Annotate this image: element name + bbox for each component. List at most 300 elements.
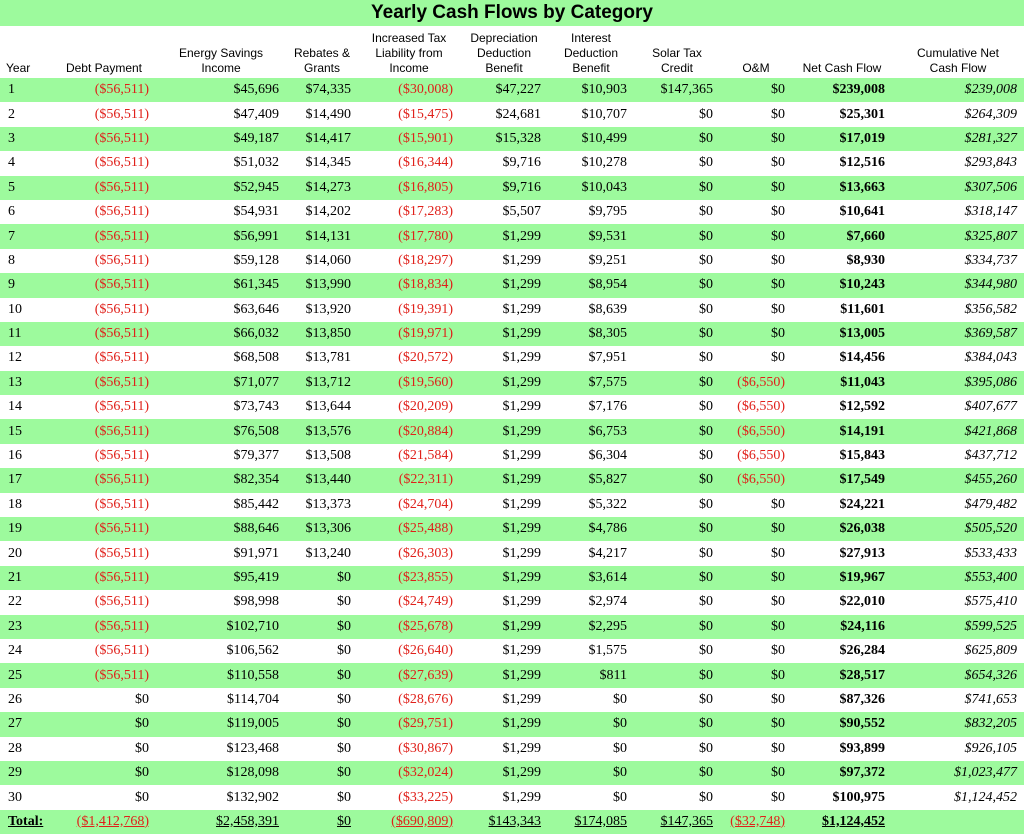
cell-net-cash-flow: $10,243 [792, 273, 892, 297]
total-cumulative [892, 810, 1024, 834]
cell-om: $0 [720, 712, 792, 736]
cell-increased-tax: ($29,751) [358, 712, 460, 736]
cell-debt-payment: ($56,511) [52, 590, 156, 614]
cell-rebates-grants: $13,644 [286, 395, 358, 419]
cell-depreciation: $1,299 [460, 395, 548, 419]
cell-depreciation: $1,299 [460, 273, 548, 297]
cell-net-cash-flow: $13,005 [792, 322, 892, 346]
cell-year: 8 [0, 249, 52, 273]
cell-increased-tax: ($33,225) [358, 785, 460, 809]
cell-solar-tax-credit: $0 [634, 712, 720, 736]
cell-solar-tax-credit: $0 [634, 395, 720, 419]
cell-energy-savings: $59,128 [156, 249, 286, 273]
cell-energy-savings: $76,508 [156, 419, 286, 443]
table-row [0, 298, 1024, 322]
header-cumulative: Cumulative Net Cash Flow [916, 46, 1000, 75]
cell-interest-deduction: $6,753 [548, 419, 634, 443]
cell-increased-tax: ($16,805) [358, 176, 460, 200]
cell-net-cash-flow: $14,456 [792, 346, 892, 370]
cell-cumulative: $832,205 [892, 712, 1024, 736]
cell-solar-tax-credit: $0 [634, 590, 720, 614]
total-om: ($32,748) [720, 810, 792, 834]
cell-om: $0 [720, 785, 792, 809]
cell-net-cash-flow: $22,010 [792, 590, 892, 614]
cell-depreciation: $1,299 [460, 298, 548, 322]
cell-cumulative: $264,309 [892, 102, 1024, 126]
cell-cumulative: $325,807 [892, 224, 1024, 248]
cell-depreciation: $1,299 [460, 322, 548, 346]
cell-energy-savings: $98,998 [156, 590, 286, 614]
cell-cumulative: $479,482 [892, 493, 1024, 517]
total-debt-payment: ($1,412,768) [52, 810, 156, 834]
total-year: Total: [0, 810, 52, 834]
cell-net-cash-flow: $97,372 [792, 761, 892, 785]
cell-interest-deduction: $811 [548, 663, 634, 687]
cell-net-cash-flow: $25,301 [792, 102, 892, 126]
page-title: Yearly Cash Flows by Category [0, 0, 1024, 26]
cell-year: 2 [0, 102, 52, 126]
cell-net-cash-flow: $93,899 [792, 737, 892, 761]
header-row [0, 26, 1024, 78]
header-depreciation: Depreciation Deduction Benefit [470, 31, 538, 75]
cell-energy-savings: $63,646 [156, 298, 286, 322]
cell-depreciation: $47,227 [460, 78, 548, 102]
cell-year: 11 [0, 322, 52, 346]
cell-year: 30 [0, 785, 52, 809]
table-row [0, 419, 1024, 443]
header-year: Year [6, 61, 31, 75]
cell-om: ($6,550) [720, 468, 792, 492]
cell-cumulative: $293,843 [892, 151, 1024, 175]
cell-rebates-grants: $13,920 [286, 298, 358, 322]
cell-debt-payment: $0 [52, 737, 156, 761]
table-row [0, 371, 1024, 395]
table-row [0, 273, 1024, 297]
cell-depreciation: $1,299 [460, 737, 548, 761]
cell-increased-tax: ($15,901) [358, 127, 460, 151]
cell-net-cash-flow: $27,913 [792, 541, 892, 565]
cell-rebates-grants: $0 [286, 737, 358, 761]
cell-depreciation: $1,299 [460, 615, 548, 639]
total-interest-deduction: $174,085 [548, 810, 634, 834]
cell-debt-payment: ($56,511) [52, 200, 156, 224]
cell-increased-tax: ($19,391) [358, 298, 460, 322]
cell-energy-savings: $45,696 [156, 78, 286, 102]
cell-increased-tax: ($20,572) [358, 346, 460, 370]
cell-rebates-grants: $13,576 [286, 419, 358, 443]
cell-interest-deduction: $8,305 [548, 322, 634, 346]
cell-depreciation: $1,299 [460, 493, 548, 517]
cell-rebates-grants: $14,490 [286, 102, 358, 126]
cell-interest-deduction: $0 [548, 785, 634, 809]
cell-energy-savings: $79,377 [156, 444, 286, 468]
header-interest-deduction: Interest Deduction Benefit [563, 31, 619, 75]
cell-rebates-grants: $74,335 [286, 78, 358, 102]
total-depreciation: $143,343 [460, 810, 548, 834]
cell-interest-deduction: $10,903 [548, 78, 634, 102]
cell-increased-tax: ($21,584) [358, 444, 460, 468]
cell-interest-deduction: $4,786 [548, 517, 634, 541]
cell-net-cash-flow: $239,008 [792, 78, 892, 102]
cell-year: 29 [0, 761, 52, 785]
cell-net-cash-flow: $90,552 [792, 712, 892, 736]
cell-year: 1 [0, 78, 52, 102]
cell-depreciation: $15,328 [460, 127, 548, 151]
cell-rebates-grants: $13,990 [286, 273, 358, 297]
cell-interest-deduction: $10,278 [548, 151, 634, 175]
cell-solar-tax-credit: $0 [634, 639, 720, 663]
cell-depreciation: $1,299 [460, 249, 548, 273]
cell-debt-payment: ($56,511) [52, 517, 156, 541]
cell-year: 26 [0, 688, 52, 712]
cell-depreciation: $5,507 [460, 200, 548, 224]
cell-net-cash-flow: $100,975 [792, 785, 892, 809]
cell-interest-deduction: $3,614 [548, 566, 634, 590]
cell-cumulative: $334,737 [892, 249, 1024, 273]
cell-depreciation: $1,299 [460, 371, 548, 395]
cell-cumulative: $625,809 [892, 639, 1024, 663]
cell-net-cash-flow: $17,549 [792, 468, 892, 492]
cell-interest-deduction: $5,827 [548, 468, 634, 492]
cell-year: 6 [0, 200, 52, 224]
cell-depreciation: $1,299 [460, 688, 548, 712]
cell-interest-deduction: $0 [548, 737, 634, 761]
cell-solar-tax-credit: $0 [634, 541, 720, 565]
cell-increased-tax: ($25,678) [358, 615, 460, 639]
cell-cumulative: $384,043 [892, 346, 1024, 370]
header-energy-savings: Energy Savings Income [178, 46, 264, 75]
cell-net-cash-flow: $11,043 [792, 371, 892, 395]
cell-om: $0 [720, 127, 792, 151]
cell-depreciation: $1,299 [460, 761, 548, 785]
cell-rebates-grants: $0 [286, 785, 358, 809]
cell-interest-deduction: $1,575 [548, 639, 634, 663]
cell-year: 9 [0, 273, 52, 297]
cell-cumulative: $356,582 [892, 298, 1024, 322]
cell-energy-savings: $102,710 [156, 615, 286, 639]
cell-solar-tax-credit: $0 [634, 785, 720, 809]
cell-year: 7 [0, 224, 52, 248]
cell-solar-tax-credit: $0 [634, 663, 720, 687]
table-row [0, 78, 1024, 102]
cell-rebates-grants: $13,306 [286, 517, 358, 541]
cell-interest-deduction: $10,499 [548, 127, 634, 151]
cell-net-cash-flow: $10,641 [792, 200, 892, 224]
cell-year: 16 [0, 444, 52, 468]
cell-depreciation: $1,299 [460, 590, 548, 614]
cell-net-cash-flow: $11,601 [792, 298, 892, 322]
cell-cumulative: $239,008 [892, 78, 1024, 102]
cell-cumulative: $437,712 [892, 444, 1024, 468]
cell-increased-tax: ($25,488) [358, 517, 460, 541]
cell-om: $0 [720, 224, 792, 248]
cell-om: $0 [720, 590, 792, 614]
cell-net-cash-flow: $17,019 [792, 127, 892, 151]
cell-energy-savings: $128,098 [156, 761, 286, 785]
cell-solar-tax-credit: $0 [634, 371, 720, 395]
cell-interest-deduction: $9,795 [548, 200, 634, 224]
cell-year: 23 [0, 615, 52, 639]
cell-rebates-grants: $0 [286, 615, 358, 639]
cell-interest-deduction: $4,217 [548, 541, 634, 565]
cell-cumulative: $926,105 [892, 737, 1024, 761]
cell-year: 25 [0, 663, 52, 687]
cell-om: $0 [720, 493, 792, 517]
cell-year: 17 [0, 468, 52, 492]
cell-cumulative: $505,520 [892, 517, 1024, 541]
cell-rebates-grants: $13,508 [286, 444, 358, 468]
cell-solar-tax-credit: $0 [634, 493, 720, 517]
cell-increased-tax: ($30,008) [358, 78, 460, 102]
cell-depreciation: $1,299 [460, 517, 548, 541]
table-row [0, 541, 1024, 565]
cell-cumulative: $421,868 [892, 419, 1024, 443]
cell-debt-payment: ($56,511) [52, 663, 156, 687]
cell-om: ($6,550) [720, 419, 792, 443]
cell-interest-deduction: $5,322 [548, 493, 634, 517]
cell-interest-deduction: $0 [548, 688, 634, 712]
cell-rebates-grants: $13,712 [286, 371, 358, 395]
table-row [0, 688, 1024, 712]
cell-net-cash-flow: $28,517 [792, 663, 892, 687]
cell-depreciation: $24,681 [460, 102, 548, 126]
cell-solar-tax-credit: $0 [634, 224, 720, 248]
cell-solar-tax-credit: $0 [634, 322, 720, 346]
cell-om: $0 [720, 322, 792, 346]
cell-rebates-grants: $13,850 [286, 322, 358, 346]
cell-om: $0 [720, 663, 792, 687]
cell-depreciation: $1,299 [460, 639, 548, 663]
table-row [0, 346, 1024, 370]
cell-cumulative: $407,677 [892, 395, 1024, 419]
cell-debt-payment: ($56,511) [52, 151, 156, 175]
cell-cumulative: $281,327 [892, 127, 1024, 151]
header-om: O&M [742, 61, 770, 75]
cell-increased-tax: ($19,560) [358, 371, 460, 395]
cell-debt-payment: ($56,511) [52, 419, 156, 443]
cell-depreciation: $1,299 [460, 346, 548, 370]
total-rebates-grants: $0 [286, 810, 358, 834]
table-row [0, 615, 1024, 639]
cell-cumulative: $741,653 [892, 688, 1024, 712]
cell-year: 10 [0, 298, 52, 322]
cell-cumulative: $599,525 [892, 615, 1024, 639]
cell-energy-savings: $68,508 [156, 346, 286, 370]
cell-increased-tax: ($18,297) [358, 249, 460, 273]
table-row [0, 639, 1024, 663]
cell-solar-tax-credit: $0 [634, 737, 720, 761]
cell-increased-tax: ($26,640) [358, 639, 460, 663]
cell-om: ($6,550) [720, 371, 792, 395]
cell-energy-savings: $56,991 [156, 224, 286, 248]
cell-energy-savings: $88,646 [156, 517, 286, 541]
cash-flow-table [0, 26, 1024, 834]
cell-net-cash-flow: $7,660 [792, 224, 892, 248]
cell-rebates-grants: $13,440 [286, 468, 358, 492]
header-debt-payment: Debt Payment [65, 61, 143, 75]
cell-energy-savings: $54,931 [156, 200, 286, 224]
cell-net-cash-flow: $24,116 [792, 615, 892, 639]
cell-net-cash-flow: $13,663 [792, 176, 892, 200]
cell-energy-savings: $95,419 [156, 566, 286, 590]
table-row [0, 712, 1024, 736]
cell-rebates-grants: $14,060 [286, 249, 358, 273]
cell-solar-tax-credit: $0 [634, 517, 720, 541]
cell-interest-deduction: $6,304 [548, 444, 634, 468]
cell-energy-savings: $114,704 [156, 688, 286, 712]
cell-increased-tax: ($20,884) [358, 419, 460, 443]
cell-energy-savings: $73,743 [156, 395, 286, 419]
cell-solar-tax-credit: $0 [634, 615, 720, 639]
cell-increased-tax: ($26,303) [358, 541, 460, 565]
cell-depreciation: $1,299 [460, 444, 548, 468]
cell-cumulative: $318,147 [892, 200, 1024, 224]
cell-depreciation: $1,299 [460, 712, 548, 736]
cell-rebates-grants: $0 [286, 688, 358, 712]
cell-solar-tax-credit: $0 [634, 176, 720, 200]
cell-cumulative: $369,587 [892, 322, 1024, 346]
table-body [0, 78, 1024, 834]
cell-depreciation: $1,299 [460, 541, 548, 565]
cell-net-cash-flow: $12,516 [792, 151, 892, 175]
header-rebates-grants: Rebates & Grants [293, 46, 351, 75]
cell-increased-tax: ($19,971) [358, 322, 460, 346]
cell-energy-savings: $123,468 [156, 737, 286, 761]
cell-debt-payment: ($56,511) [52, 176, 156, 200]
table-row [0, 127, 1024, 151]
cell-om: $0 [720, 298, 792, 322]
cell-om: $0 [720, 761, 792, 785]
cell-net-cash-flow: $26,038 [792, 517, 892, 541]
table-row [0, 493, 1024, 517]
table-row [0, 102, 1024, 126]
cell-rebates-grants: $0 [286, 566, 358, 590]
cell-solar-tax-credit: $0 [634, 127, 720, 151]
cell-om: $0 [720, 688, 792, 712]
cell-rebates-grants: $14,345 [286, 151, 358, 175]
table-row [0, 444, 1024, 468]
cell-debt-payment: ($56,511) [52, 298, 156, 322]
cell-solar-tax-credit: $0 [634, 249, 720, 273]
cell-interest-deduction: $0 [548, 761, 634, 785]
cell-year: 18 [0, 493, 52, 517]
cell-solar-tax-credit: $147,365 [634, 78, 720, 102]
cell-om: $0 [720, 517, 792, 541]
table-row [0, 517, 1024, 541]
cell-increased-tax: ($32,024) [358, 761, 460, 785]
cell-year: 3 [0, 127, 52, 151]
table-row [0, 249, 1024, 273]
cell-energy-savings: $61,345 [156, 273, 286, 297]
cell-interest-deduction: $2,974 [548, 590, 634, 614]
cell-om: ($6,550) [720, 444, 792, 468]
header-net-cash-flow: Net Cash Flow [802, 61, 882, 75]
cell-om: $0 [720, 737, 792, 761]
cell-energy-savings: $82,354 [156, 468, 286, 492]
cell-debt-payment: $0 [52, 761, 156, 785]
cell-solar-tax-credit: $0 [634, 688, 720, 712]
cell-net-cash-flow: $8,930 [792, 249, 892, 273]
cell-energy-savings: $49,187 [156, 127, 286, 151]
cell-depreciation: $1,299 [460, 468, 548, 492]
cell-interest-deduction: $0 [548, 712, 634, 736]
cell-energy-savings: $66,032 [156, 322, 286, 346]
table-row [0, 176, 1024, 200]
cell-om: ($6,550) [720, 395, 792, 419]
cell-rebates-grants: $14,417 [286, 127, 358, 151]
cell-solar-tax-credit: $0 [634, 273, 720, 297]
cell-debt-payment: ($56,511) [52, 346, 156, 370]
cell-rebates-grants: $14,131 [286, 224, 358, 248]
cell-depreciation: $1,299 [460, 419, 548, 443]
table-row [0, 224, 1024, 248]
cell-energy-savings: $85,442 [156, 493, 286, 517]
cell-interest-deduction: $9,531 [548, 224, 634, 248]
cell-increased-tax: ($20,209) [358, 395, 460, 419]
cell-energy-savings: $110,558 [156, 663, 286, 687]
cell-debt-payment: ($56,511) [52, 371, 156, 395]
cell-net-cash-flow: $19,967 [792, 566, 892, 590]
cell-solar-tax-credit: $0 [634, 346, 720, 370]
cell-year: 15 [0, 419, 52, 443]
table-row [0, 151, 1024, 175]
cell-debt-payment: ($56,511) [52, 78, 156, 102]
cell-cumulative: $455,260 [892, 468, 1024, 492]
cell-solar-tax-credit: $0 [634, 102, 720, 126]
cell-debt-payment: $0 [52, 785, 156, 809]
cell-year: 19 [0, 517, 52, 541]
cell-cumulative: $344,980 [892, 273, 1024, 297]
table-row [0, 395, 1024, 419]
cell-rebates-grants: $13,373 [286, 493, 358, 517]
cell-interest-deduction: $10,707 [548, 102, 634, 126]
cell-increased-tax: ($24,749) [358, 590, 460, 614]
cell-om: $0 [720, 102, 792, 126]
cell-net-cash-flow: $15,843 [792, 444, 892, 468]
table-row [0, 468, 1024, 492]
cell-om: $0 [720, 200, 792, 224]
cell-rebates-grants: $14,202 [286, 200, 358, 224]
table-row [0, 200, 1024, 224]
cell-debt-payment: $0 [52, 688, 156, 712]
cell-year: 14 [0, 395, 52, 419]
cell-om: $0 [720, 615, 792, 639]
cell-interest-deduction: $7,951 [548, 346, 634, 370]
total-solar-tax-credit: $147,365 [634, 810, 720, 834]
cell-energy-savings: $106,562 [156, 639, 286, 663]
cell-increased-tax: ($28,676) [358, 688, 460, 712]
cell-year: 21 [0, 566, 52, 590]
cell-increased-tax: ($17,780) [358, 224, 460, 248]
cell-year: 20 [0, 541, 52, 565]
cell-rebates-grants: $14,273 [286, 176, 358, 200]
cell-debt-payment: ($56,511) [52, 322, 156, 346]
cell-rebates-grants: $0 [286, 761, 358, 785]
total-increased-tax: ($690,809) [358, 810, 460, 834]
cell-rebates-grants: $0 [286, 590, 358, 614]
cell-interest-deduction: $10,043 [548, 176, 634, 200]
cell-year: 13 [0, 371, 52, 395]
cell-year: 28 [0, 737, 52, 761]
cell-year: 27 [0, 712, 52, 736]
cell-interest-deduction: $8,954 [548, 273, 634, 297]
table-row [0, 590, 1024, 614]
cell-increased-tax: ($17,283) [358, 200, 460, 224]
total-row [0, 810, 1024, 834]
cell-om: $0 [720, 78, 792, 102]
table-row [0, 737, 1024, 761]
cell-depreciation: $1,299 [460, 785, 548, 809]
